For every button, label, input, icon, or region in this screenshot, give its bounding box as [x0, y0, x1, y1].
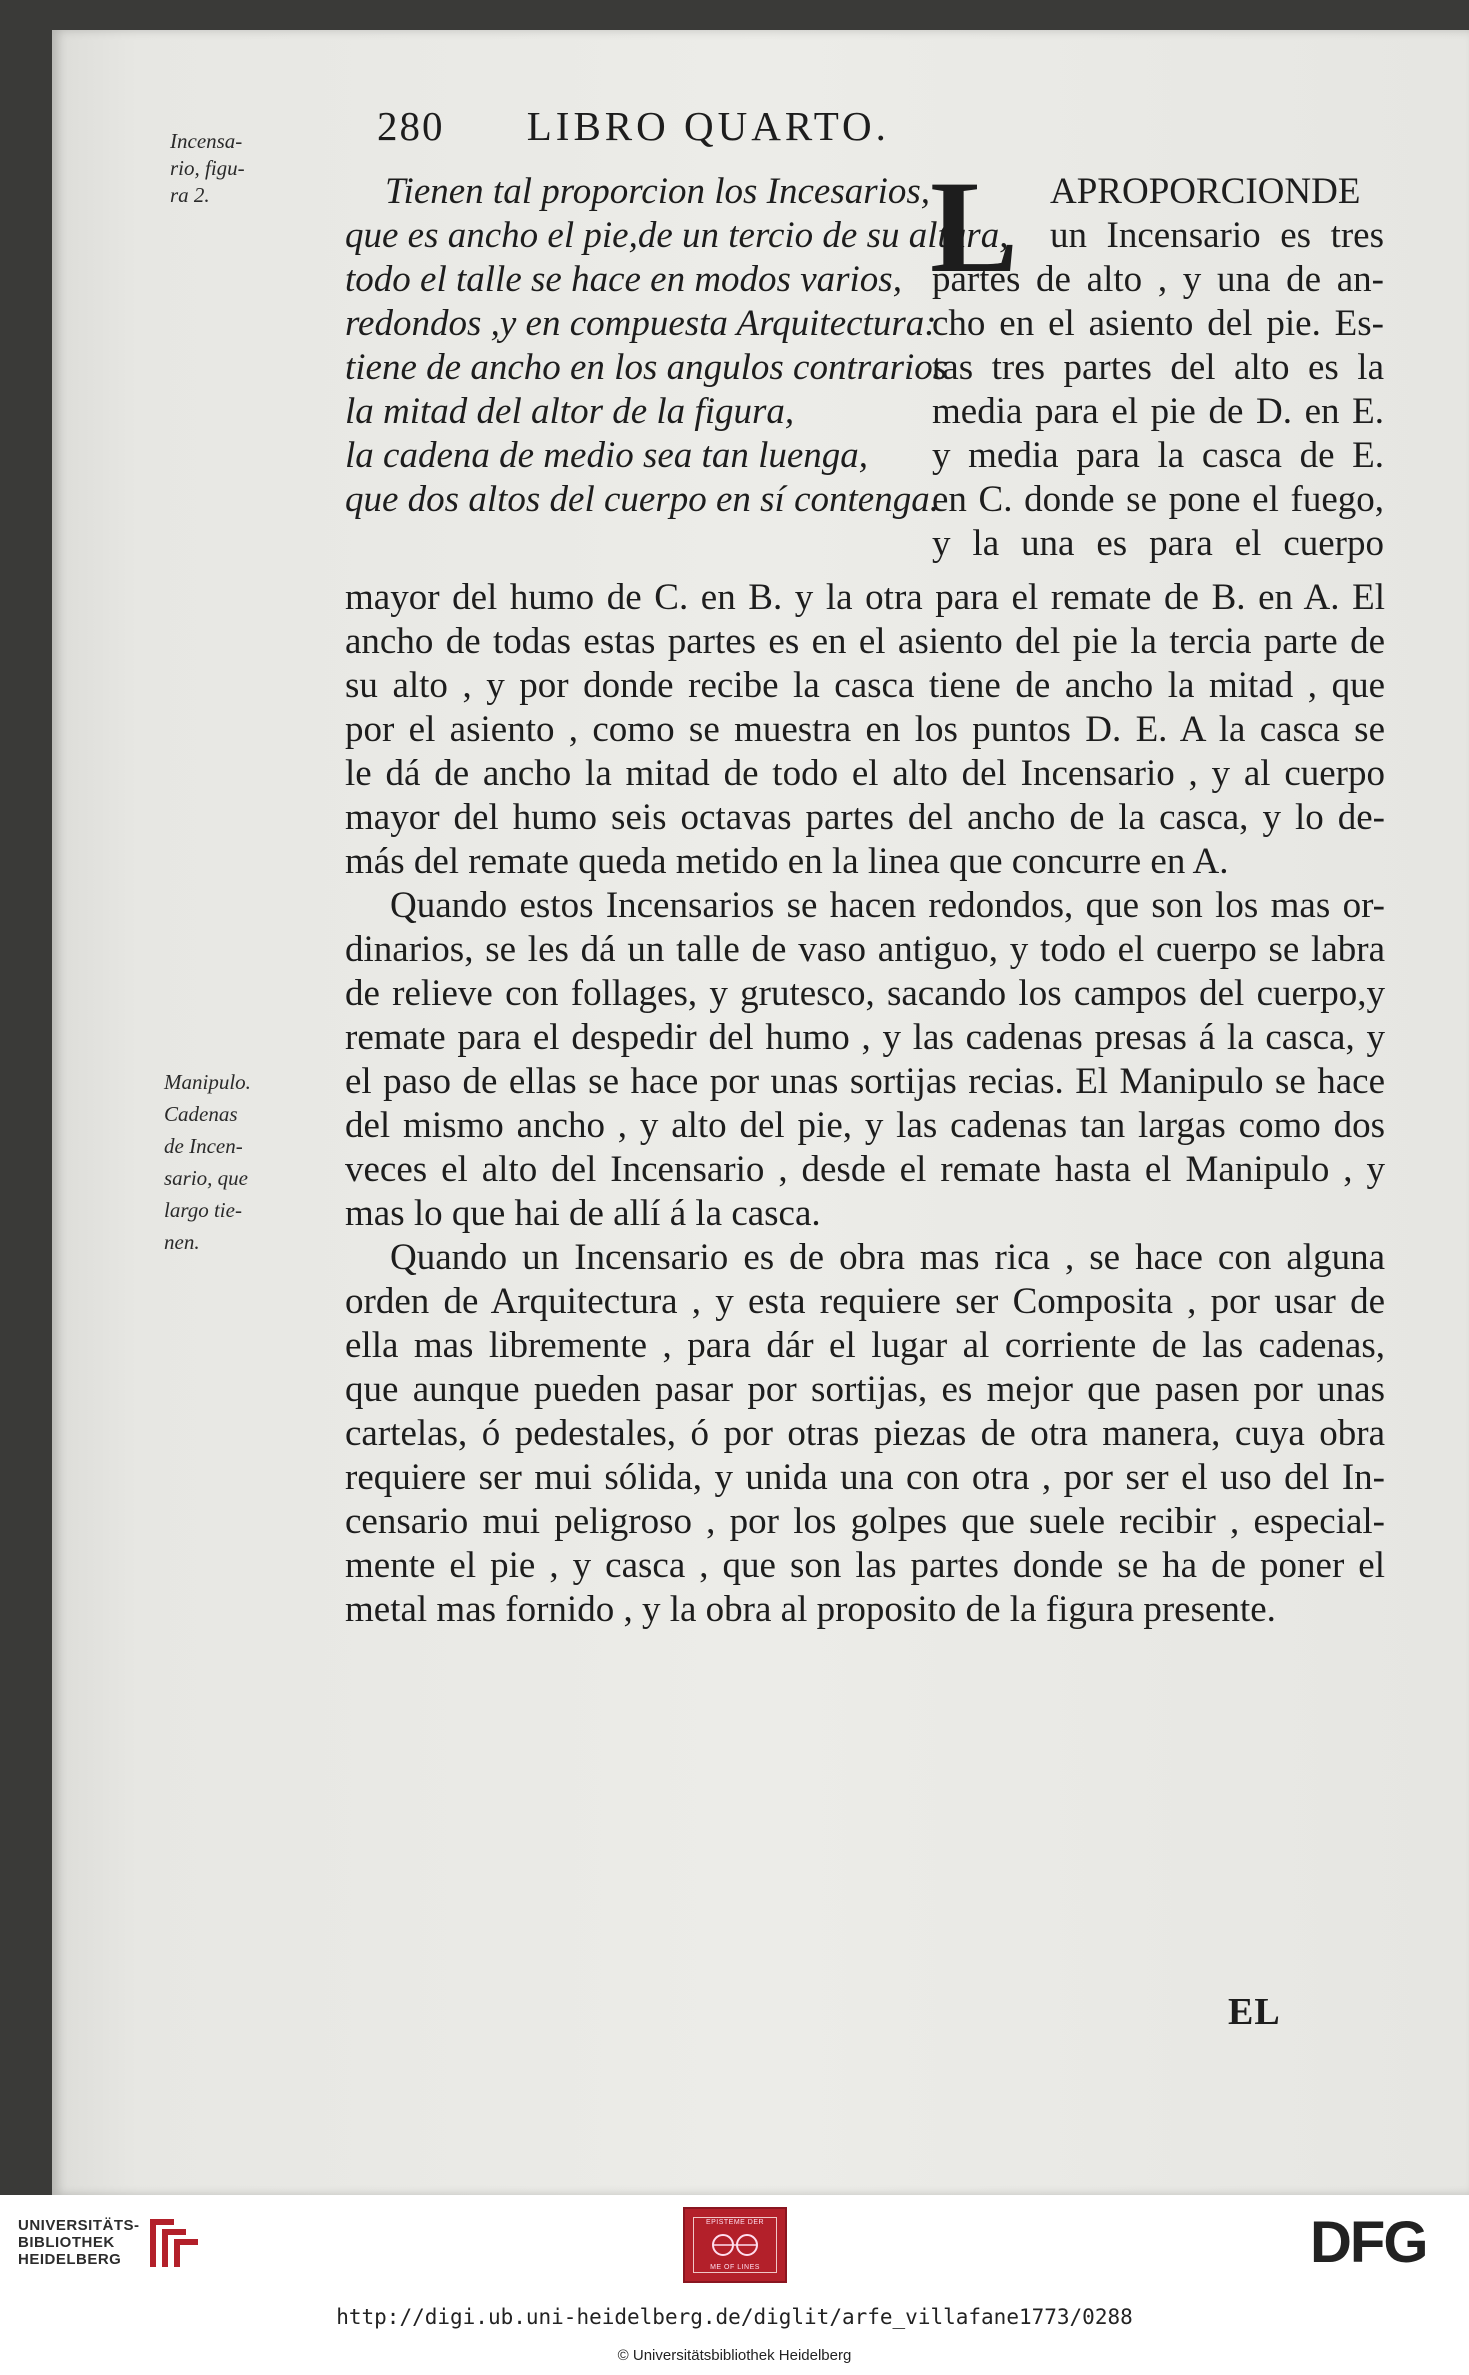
margin-note-line: Cadenas [164, 1102, 238, 1126]
body-line: de relieve con follages, y grutesco, sacando los campos del cuerpo,y [345, 973, 1385, 1014]
margin-note-line: Manipulo. [164, 1070, 251, 1094]
body-line: orden de Arquitectura , y esta requiere ser Composita , por usar de [345, 1281, 1385, 1322]
body-line: su alto , y por donde recibe la casca tiene de ancho la mitad , que [345, 665, 1385, 706]
body-line: Quando un Incensario es de obra mas rica , se hace con alguna [390, 1237, 1385, 1278]
body-line: censario mui peligroso , por los golpes que suele recibir , especial- [345, 1501, 1385, 1542]
margin-note-line: ra 2. [170, 183, 210, 207]
body-line: más del remate queda metido en la linea que concurre en A. [345, 841, 1229, 882]
body-line: que aunque pueden pasar por sortijas, es mejor que pasen por unas [345, 1369, 1385, 1410]
margin-note-line: nen. [164, 1230, 200, 1254]
prose-line: tas tres partes del alto es la [932, 347, 1384, 388]
body-line: del mismo ancho , y alto del pie, y las cadenas tan largas como dos [345, 1105, 1385, 1146]
body-line: ancho de todas estas partes es en el asiento del pie la tercia parte de [345, 621, 1385, 662]
drop-capital: L [930, 153, 1019, 300]
project-badge-icon[interactable] [683, 2207, 787, 2283]
library-logo-icon [146, 2215, 202, 2271]
body-line: veces el alto del Incensario , desde el remate hasta el Manipulo , y [345, 1149, 1385, 1190]
library-line: BIBLIOTHEK [18, 2234, 115, 2251]
prose-line: cho en el asiento del pie. Es- [932, 303, 1384, 344]
body-line: mayor del humo seis octavas partes del ancho de la casca, y lo de- [345, 797, 1385, 838]
prose-right-column [930, 153, 1384, 566]
dfg-logo[interactable]: DFG [1310, 2210, 1427, 2275]
verse-line: la cadena de medio sea tan luenga, [345, 435, 869, 476]
body-line: requiere ser mui sólida, y unida una con otra , por ser el uso del In- [345, 1457, 1385, 1498]
body-line: por el asiento , como se muestra en los puntos D. E. A la casca se [345, 709, 1385, 750]
verse-line: todo el talle se hace en modos varios, [345, 259, 902, 300]
prose-line: un Incensario es tres [1050, 215, 1384, 256]
body-line: dinarios, se les dá un talle de vaso antiguo, y todo el cuerpo se labra [345, 929, 1385, 970]
margin-note-line: Incensa- [170, 129, 243, 153]
body-line: ella mas libremente , para dár el lugar al corriente de las cadenas, [345, 1325, 1385, 1366]
prose-line: APROPORCIONDE [1050, 171, 1361, 212]
running-title: LIBRO QUARTO. [526, 103, 890, 149]
prose-line: y la una es para el cuerpo [932, 523, 1384, 564]
page-number: 280 [377, 103, 445, 149]
body-line: cartelas, ó pedestales, ó por otras piezas de otra manera, cuya obra [345, 1413, 1385, 1454]
margin-note-line: de Incen- [164, 1134, 243, 1158]
catchword: EL [1228, 1991, 1281, 2033]
margin-note-line: largo tie- [164, 1198, 242, 1222]
verse-line: la mitad del altor de la figura, [345, 391, 795, 432]
permalink-url[interactable]: http://digi.ub.uni-heidelberg.de/diglit/arfe_villafane1773/0288 [336, 2305, 1133, 2329]
badge-top-text: EPISTEME DER [705, 2219, 765, 2226]
margin-note-incensario [170, 128, 290, 209]
viewer-footer [0, 2195, 1469, 2375]
body-line: mas lo que hai de allí á la casca. [345, 1193, 821, 1234]
verse-line: tiene de ancho en los angulos contrarios [345, 347, 948, 388]
body-line: metal mas fornido , y la obra al proposito de la figura presente. [345, 1589, 1276, 1630]
body-line: mente el pie , y casca , que son las partes donde se ha de poner el [345, 1545, 1385, 1586]
verse-line: que es ancho el pie,de un tercio de su altura, [345, 215, 1009, 256]
library-line: UNIVERSITÄTS- [18, 2217, 140, 2234]
library-logo-text[interactable] [18, 2217, 140, 2268]
page-header [377, 102, 890, 150]
body-line: mayor del humo de C. en B. y la otra para el remate de B. en A. El [345, 577, 1385, 618]
body-text [345, 576, 1385, 1632]
body-line: remate para el despedir del humo , y las cadenas presas á la casca, y [345, 1017, 1385, 1058]
margin-note-line: sario, que [164, 1166, 248, 1190]
badge-bottom-text: ME OF LINES [710, 2264, 760, 2271]
verse-line: Tienen tal proporcion los Incesarios, [385, 171, 931, 212]
margin-note-line: rio, figu- [170, 156, 245, 180]
body-line: Quando estos Incensarios se hacen redondos, que son los mas or- [390, 885, 1385, 926]
prose-line: y media para la casca de E. [932, 435, 1384, 476]
verse-line: redondos ,y en compuesta Arquitectura: [345, 303, 937, 344]
margin-note-manipulo [164, 1066, 284, 1258]
copyright-notice: © Universitätsbibliothek Heidelberg [617, 2347, 852, 2364]
body-line: el paso de ellas se hace por unas sortijas recias. El Manipulo se hace [345, 1061, 1385, 1102]
verse-block [345, 170, 1009, 522]
body-line: le dá de ancho la mitad de todo el alto del Incensario , y al cuerpo [345, 753, 1385, 794]
verse-line: que dos altos del cuerpo en sí contenga. [345, 479, 939, 520]
book-page [52, 30, 1469, 2195]
library-line: HEIDELBERG [18, 2251, 122, 2268]
prose-line: en C. donde se pone el fuego, [932, 479, 1384, 520]
prose-line: media para el pie de D. en E. [932, 391, 1384, 432]
prose-line: partes de alto , y una de an- [932, 259, 1384, 300]
